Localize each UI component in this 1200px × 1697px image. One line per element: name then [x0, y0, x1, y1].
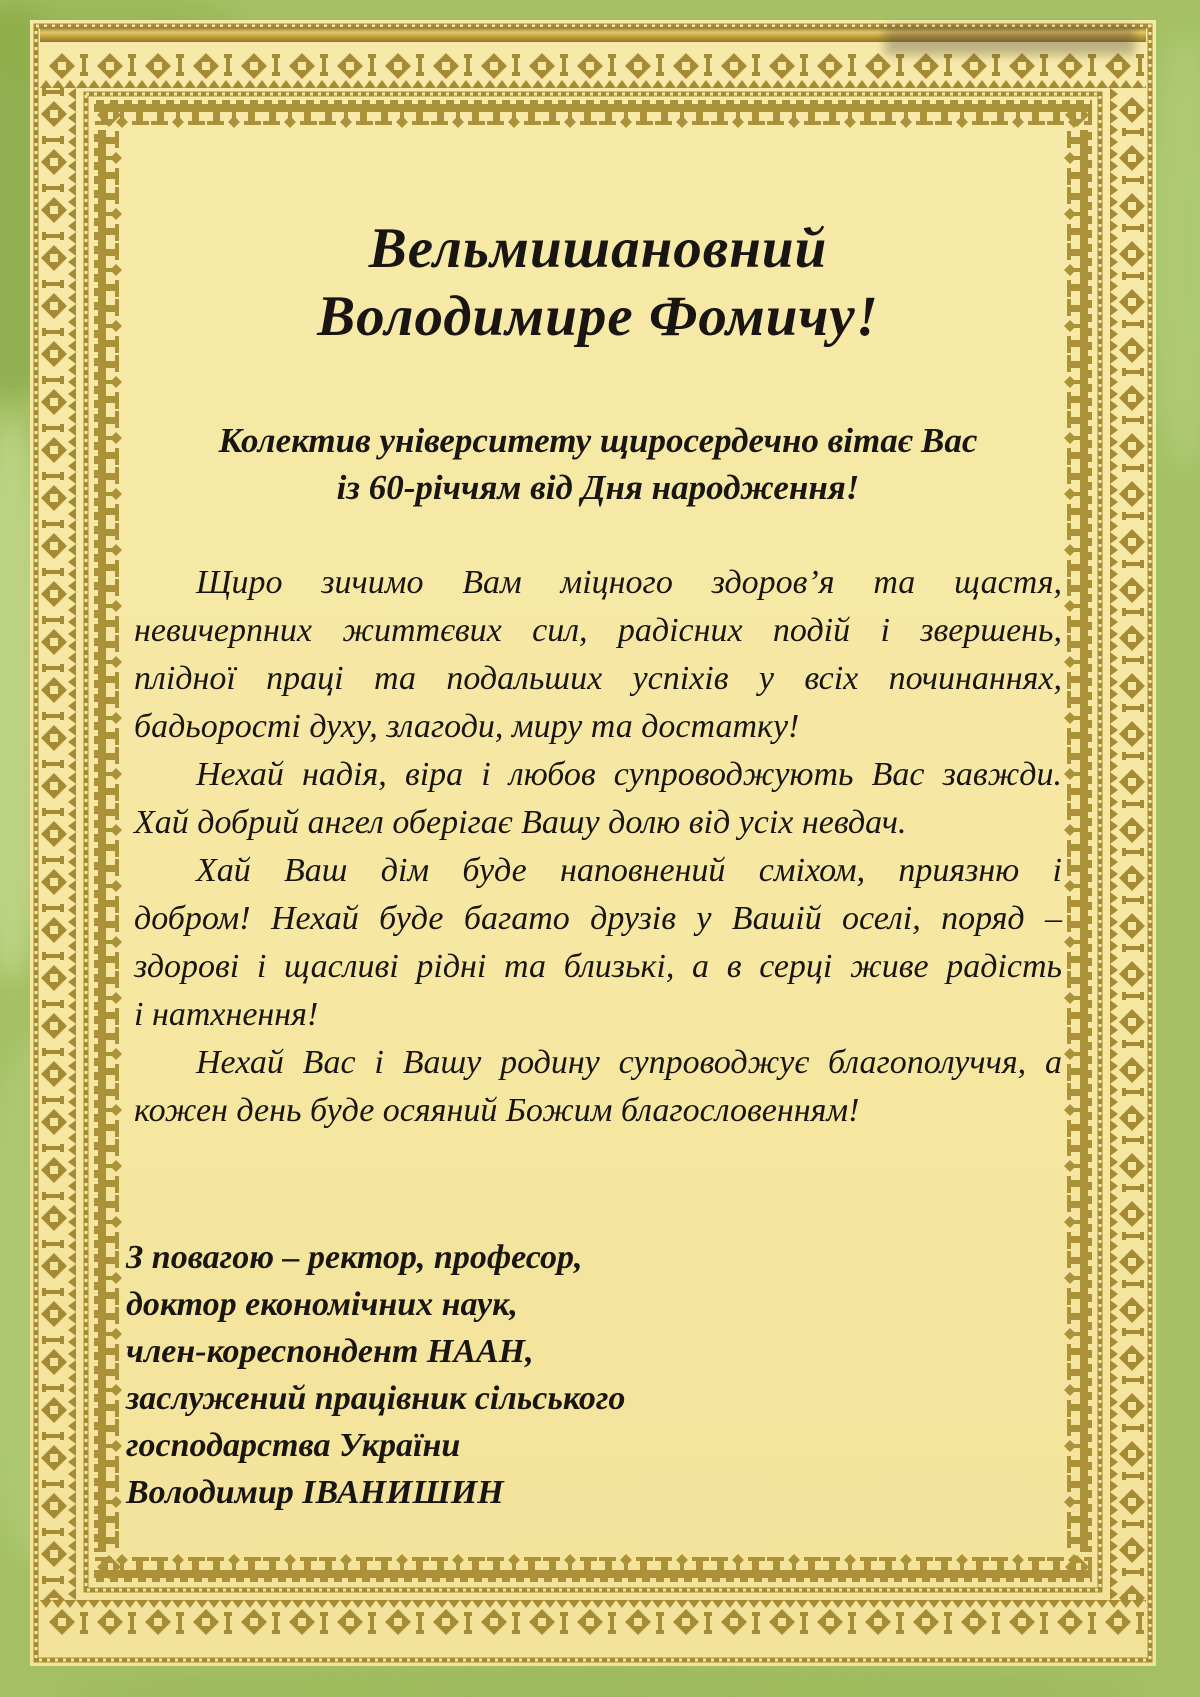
body-line: Нехай надія, віра і любов супроводжують Вас завжди. — [196, 756, 1062, 793]
body-line: бадьорості духу, злагоди, миру та достатку! — [134, 708, 800, 745]
signature-block — [126, 1234, 926, 1516]
body-line: кожен день буде осяяний Божим благословенням! — [134, 1092, 860, 1129]
title-line-2: Володимире Фомичу! — [317, 285, 879, 348]
signature-line: заслужений працівник сільського — [126, 1380, 626, 1417]
greeting-subtitle — [134, 417, 1062, 511]
signature-line: доктор економічних наук, — [126, 1286, 518, 1323]
greeting-title — [134, 215, 1062, 351]
body-line: Хай Ваш дім буде наповнений сміхом, приязню і — [196, 852, 1062, 889]
title-line-1: Вельмишановний — [368, 217, 828, 280]
subtitle-line-1: Колектив університету щиросердечно вітає Вас — [218, 421, 978, 460]
body-line: і натхнення! — [134, 996, 319, 1033]
signature-line: Володимир ІВАНИШИН — [126, 1474, 504, 1511]
body-line: Хай добрий ангел оберігає Вашу долю від усіх невдач. — [134, 804, 907, 841]
signature-line: член-кореспондент НААН, — [126, 1333, 534, 1370]
body-line: плідної праці та подальших успіхів у всіх починаннях, — [134, 660, 1062, 697]
body-line: добром! Нехай буде багато друзів у Вашій оселі, поряд – — [134, 900, 1062, 937]
body-line: невичерпних життєвих сил, радісних подій і звершень, — [134, 612, 1062, 649]
body-line: Нехай Вас і Вашу родину супроводжує благополуччя, а — [196, 1044, 1062, 1081]
signature-line: З повагою – ректор, професор, — [126, 1239, 583, 1276]
subtitle-line-2: із 60-річчям від Дня народження! — [336, 468, 860, 507]
signature-line: господарства України — [126, 1427, 461, 1464]
greeting-body — [134, 559, 1062, 1135]
body-line: Щиро зичимо Вам міцного здоров’я та щастя, — [196, 564, 1062, 601]
body-line: здорові і щасливі рідні та близькі, а в серці живе радість — [134, 948, 1062, 985]
